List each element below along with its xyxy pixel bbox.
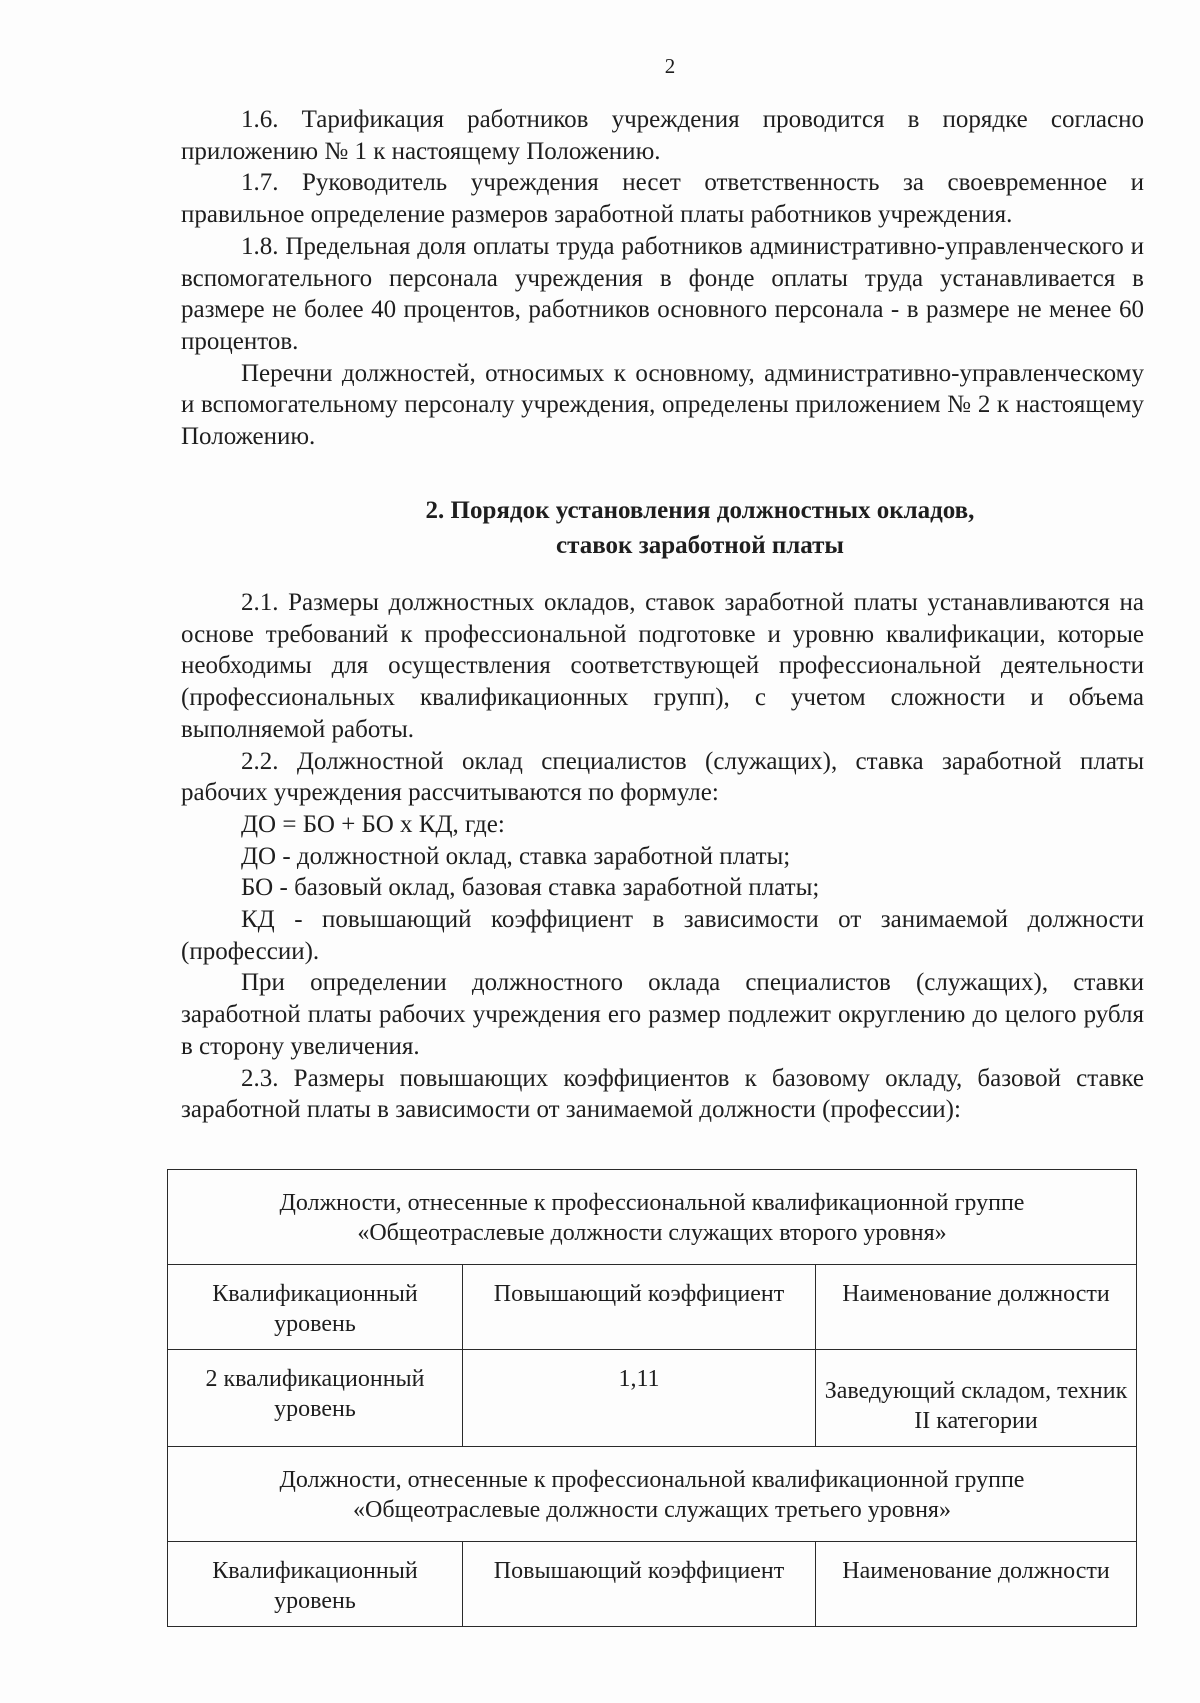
header-qualification-level: Квалификационный уровень	[168, 1542, 463, 1627]
group-header-cell	[168, 1447, 1137, 1542]
group-header-row	[168, 1170, 1137, 1265]
paragraph-rounding: При определении должностного оклада специалистов (служащих), ставки заработной платы рабочих учреждения его размер подлежит округлению до целого рубля в сторону увеличения.	[181, 969, 1144, 1060]
group-title-line-2: «Общеотраслевые должности служащих второго уровня»	[357, 1220, 947, 1246]
column-header-row	[168, 1265, 1137, 1350]
definition-bo: БО - базовый оклад, базовая ставка заработной платы;	[241, 874, 820, 902]
cell-position-name: Заведующий складом, техник II категории	[816, 1350, 1137, 1447]
paragraph-2-1: 2.1. Размеры должностных окладов, ставок заработной платы устанавливаются на основе требований к профессиональной подготовке и уровню квалификации, которые необходимы для осуществления соответствующей профессиональной деятельности (профессиональных квалификационных групп), с учетом сложности и объема выполняемой работы.	[181, 589, 1144, 743]
section-heading	[360, 493, 1040, 563]
section-heading-line-1: 2. Порядок установления должностных окладов,	[425, 497, 975, 524]
group-title-line-1: Должности, отнесенные к профессиональной квалификационной группе	[279, 1467, 1025, 1493]
header-coefficient: Повышающий коэффициент	[463, 1542, 816, 1627]
header-position-name: Наименование должности	[816, 1542, 1137, 1627]
group-title-line-2: «Общеотраслевые должности служащих третьего уровня»	[353, 1497, 951, 1523]
formula-line: ДО = БО + БО х КД, где:	[241, 810, 505, 838]
header-coefficient: Повышающий коэффициент	[463, 1265, 816, 1350]
group-header-cell	[168, 1170, 1137, 1265]
definition-kd: КД - повышающий коэффициент в зависимости от занимаемой должности (профессии).	[181, 906, 1144, 965]
body-text-section-2	[181, 587, 1144, 1126]
paragraph-1-7: 1.7. Руководитель учреждения несет ответственность за своевременное и правильное определение размеров заработной платы работников учреждения.	[181, 169, 1144, 229]
paragraph-personnel-lists: Перечни должностей, относимых к основному, административно-управленческому и вспомогательному персоналу учреждения, определены приложением № 2 к настоящему Положению.	[181, 359, 1144, 451]
definition-do: ДО - должностной оклад, ставка заработной платы;	[241, 842, 791, 870]
group-title-line-1: Должности, отнесенные к профессиональной квалификационной группе	[279, 1190, 1025, 1216]
group-header-row	[168, 1447, 1137, 1542]
paragraph-2-3: 2.3. Размеры повышающих коэффициентов к базовому окладу, базовой ставке заработной платы в зависимости от занимаемой должности (профессии):	[181, 1064, 1144, 1124]
header-position-name: Наименование должности	[816, 1265, 1137, 1350]
page-number: 2	[664, 54, 676, 78]
section-heading-line-2: ставок заработной платы	[556, 532, 844, 559]
paragraph-1-6: 1.6. Тарификация работников учреждения проводится в порядке согласно приложению № 1 к настоящему Положению.	[181, 106, 1144, 165]
table-row	[168, 1350, 1137, 1447]
paragraph-2-2: 2.2. Должностной оклад специалистов (служащих), ставка заработной платы рабочих учреждения рассчитываются по формуле:	[181, 747, 1144, 807]
paragraph-1-8: 1.8. Предельная доля оплаты труда работников административно-управленческого и вспомогательного персонала учреждения в фонде оплаты труда устанавливается в размере не более 40 процентов, работников основного персонала - в размере не менее 60 процентов.	[181, 232, 1144, 355]
header-qualification-level: Квалификационный уровень	[168, 1265, 463, 1350]
cell-qualification-level: 2 квалификационный уровень	[168, 1350, 463, 1447]
cell-coefficient: 1,11	[463, 1350, 816, 1447]
coefficient-table	[167, 1169, 1137, 1627]
body-text-intro	[181, 104, 1144, 453]
column-header-row	[168, 1542, 1137, 1627]
